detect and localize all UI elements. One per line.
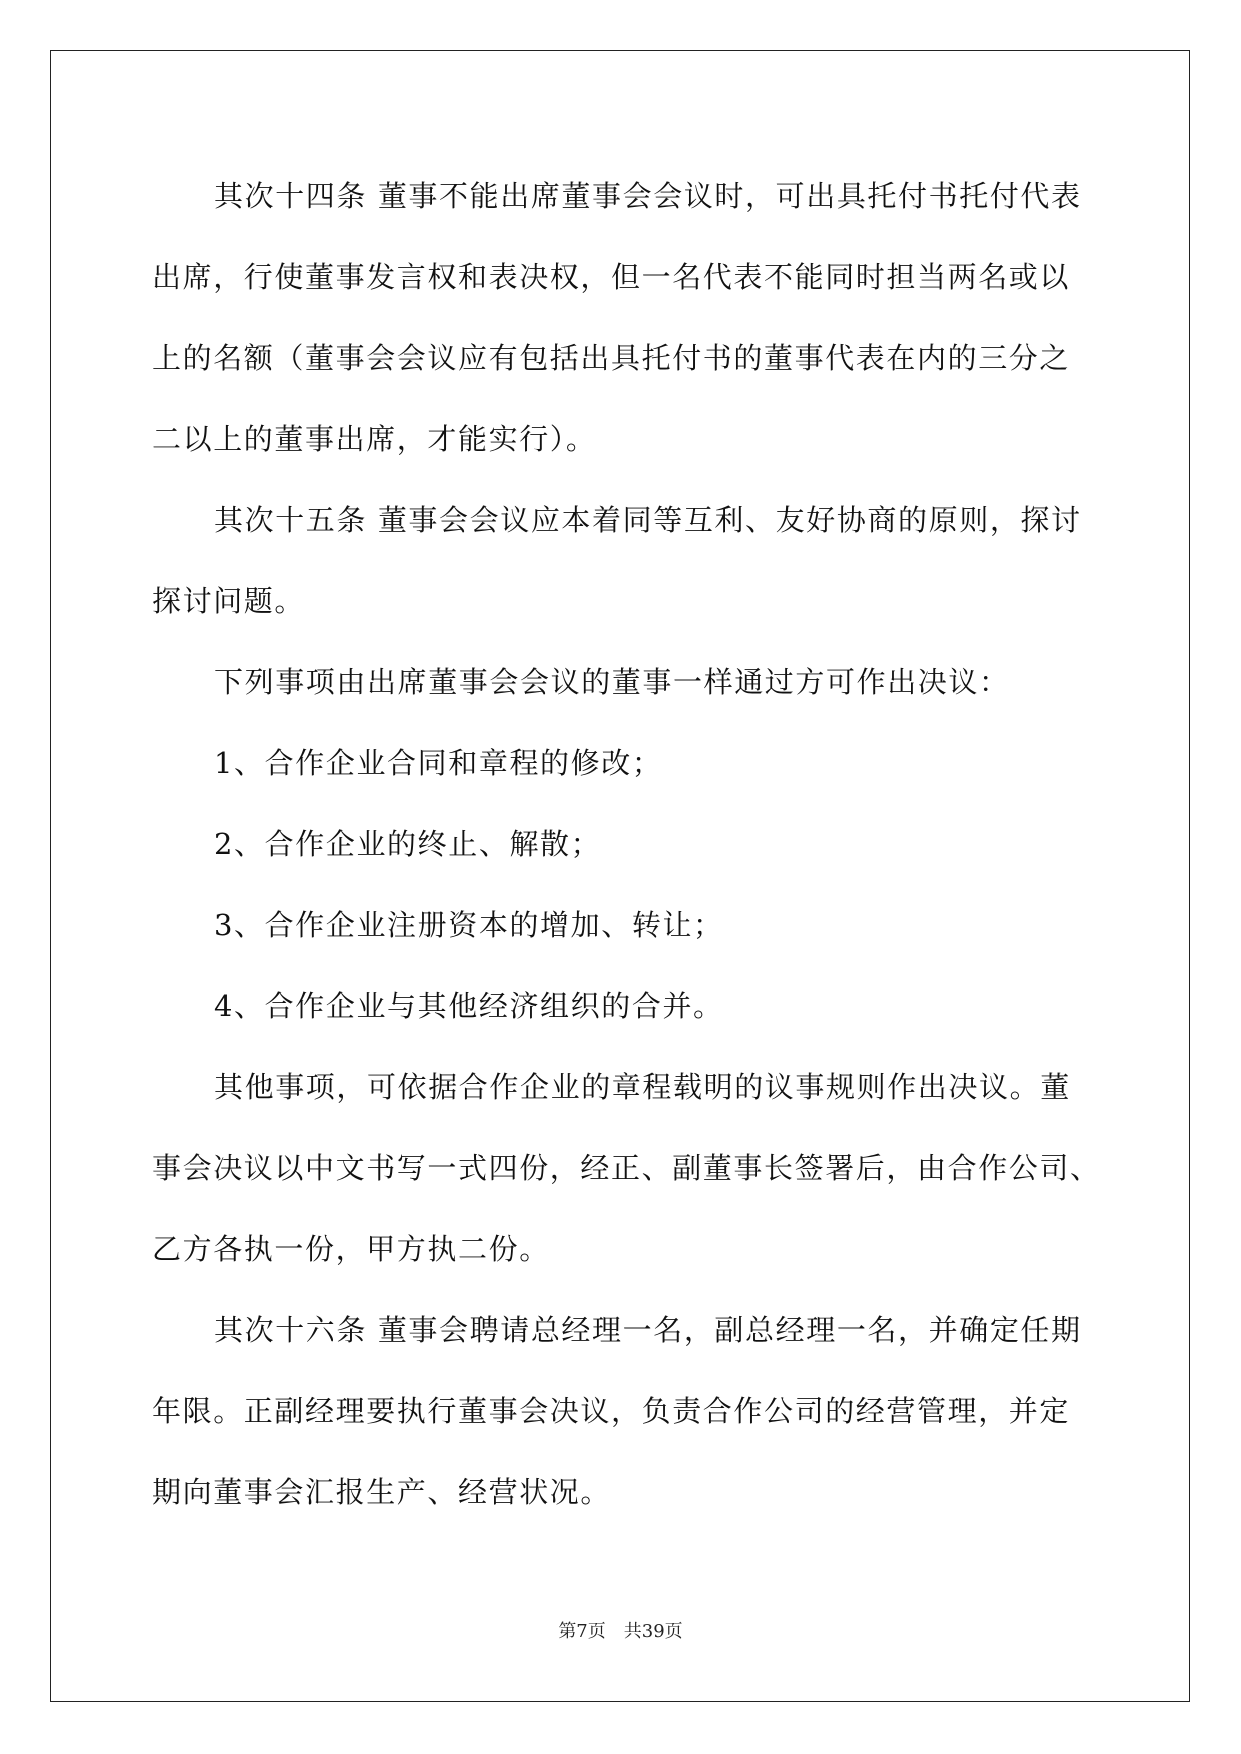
paragraph-line: 其次十六条 董事会聘请总经理一名，副总经理一名，并确定任期 (214, 1313, 1082, 1347)
list-item: 3、合作企业注册资本的增加、转让； (214, 908, 724, 942)
paragraph-line: 下列事项由出席董事会会议的董事一样通过方可作出决议： (214, 665, 1010, 699)
paragraph-line: 期向董事会汇报生产、经营状况。 (152, 1475, 612, 1509)
paragraph-line: 乙方各执一份，甲方执二份。 (152, 1232, 550, 1266)
paragraph-line: 其他事项，可依据合作企业的章程载明的议事规则作出决议。董 (214, 1070, 1071, 1104)
paragraph-line: 探讨问题。 (152, 584, 306, 618)
paragraph-line: 其次十五条 董事会会议应本着同等互利、友好协商的原则，探讨 (214, 503, 1082, 537)
list-item: 1、合作企业合同和章程的修改； (214, 746, 663, 780)
document-body (152, 156, 1101, 1533)
paragraph-line: 二以上的董事出席，才能实行）。 (152, 422, 597, 456)
list-item: 2、合作企业的终止、解散； (214, 827, 602, 861)
page-number: 第7页 (558, 1621, 606, 1642)
total-pages: 共39页 (623, 1621, 683, 1642)
paragraph-line: 事会决议以中文书写一式四份，经正、副董事长签署后，由合作公司、 (152, 1151, 1101, 1185)
paragraph-line: 上的名额（董事会会议应有包括出具托付书的董事代表在内的三分之 (152, 341, 1071, 375)
page-footer (0, 1620, 1241, 1644)
list-item: 4、合作企业与其他经济组织的合并。 (214, 989, 724, 1023)
paragraph-line: 年限。正副经理要执行董事会决议，负责合作公司的经营管理，并定 (152, 1394, 1071, 1428)
paragraph-line: 其次十四条 董事不能出席董事会会议时，可出具托付书托付代表 (214, 179, 1082, 213)
paragraph-line: 出席，行使董事发言权和表决权，但一名代表不能同时担当两名或以 (152, 260, 1071, 294)
